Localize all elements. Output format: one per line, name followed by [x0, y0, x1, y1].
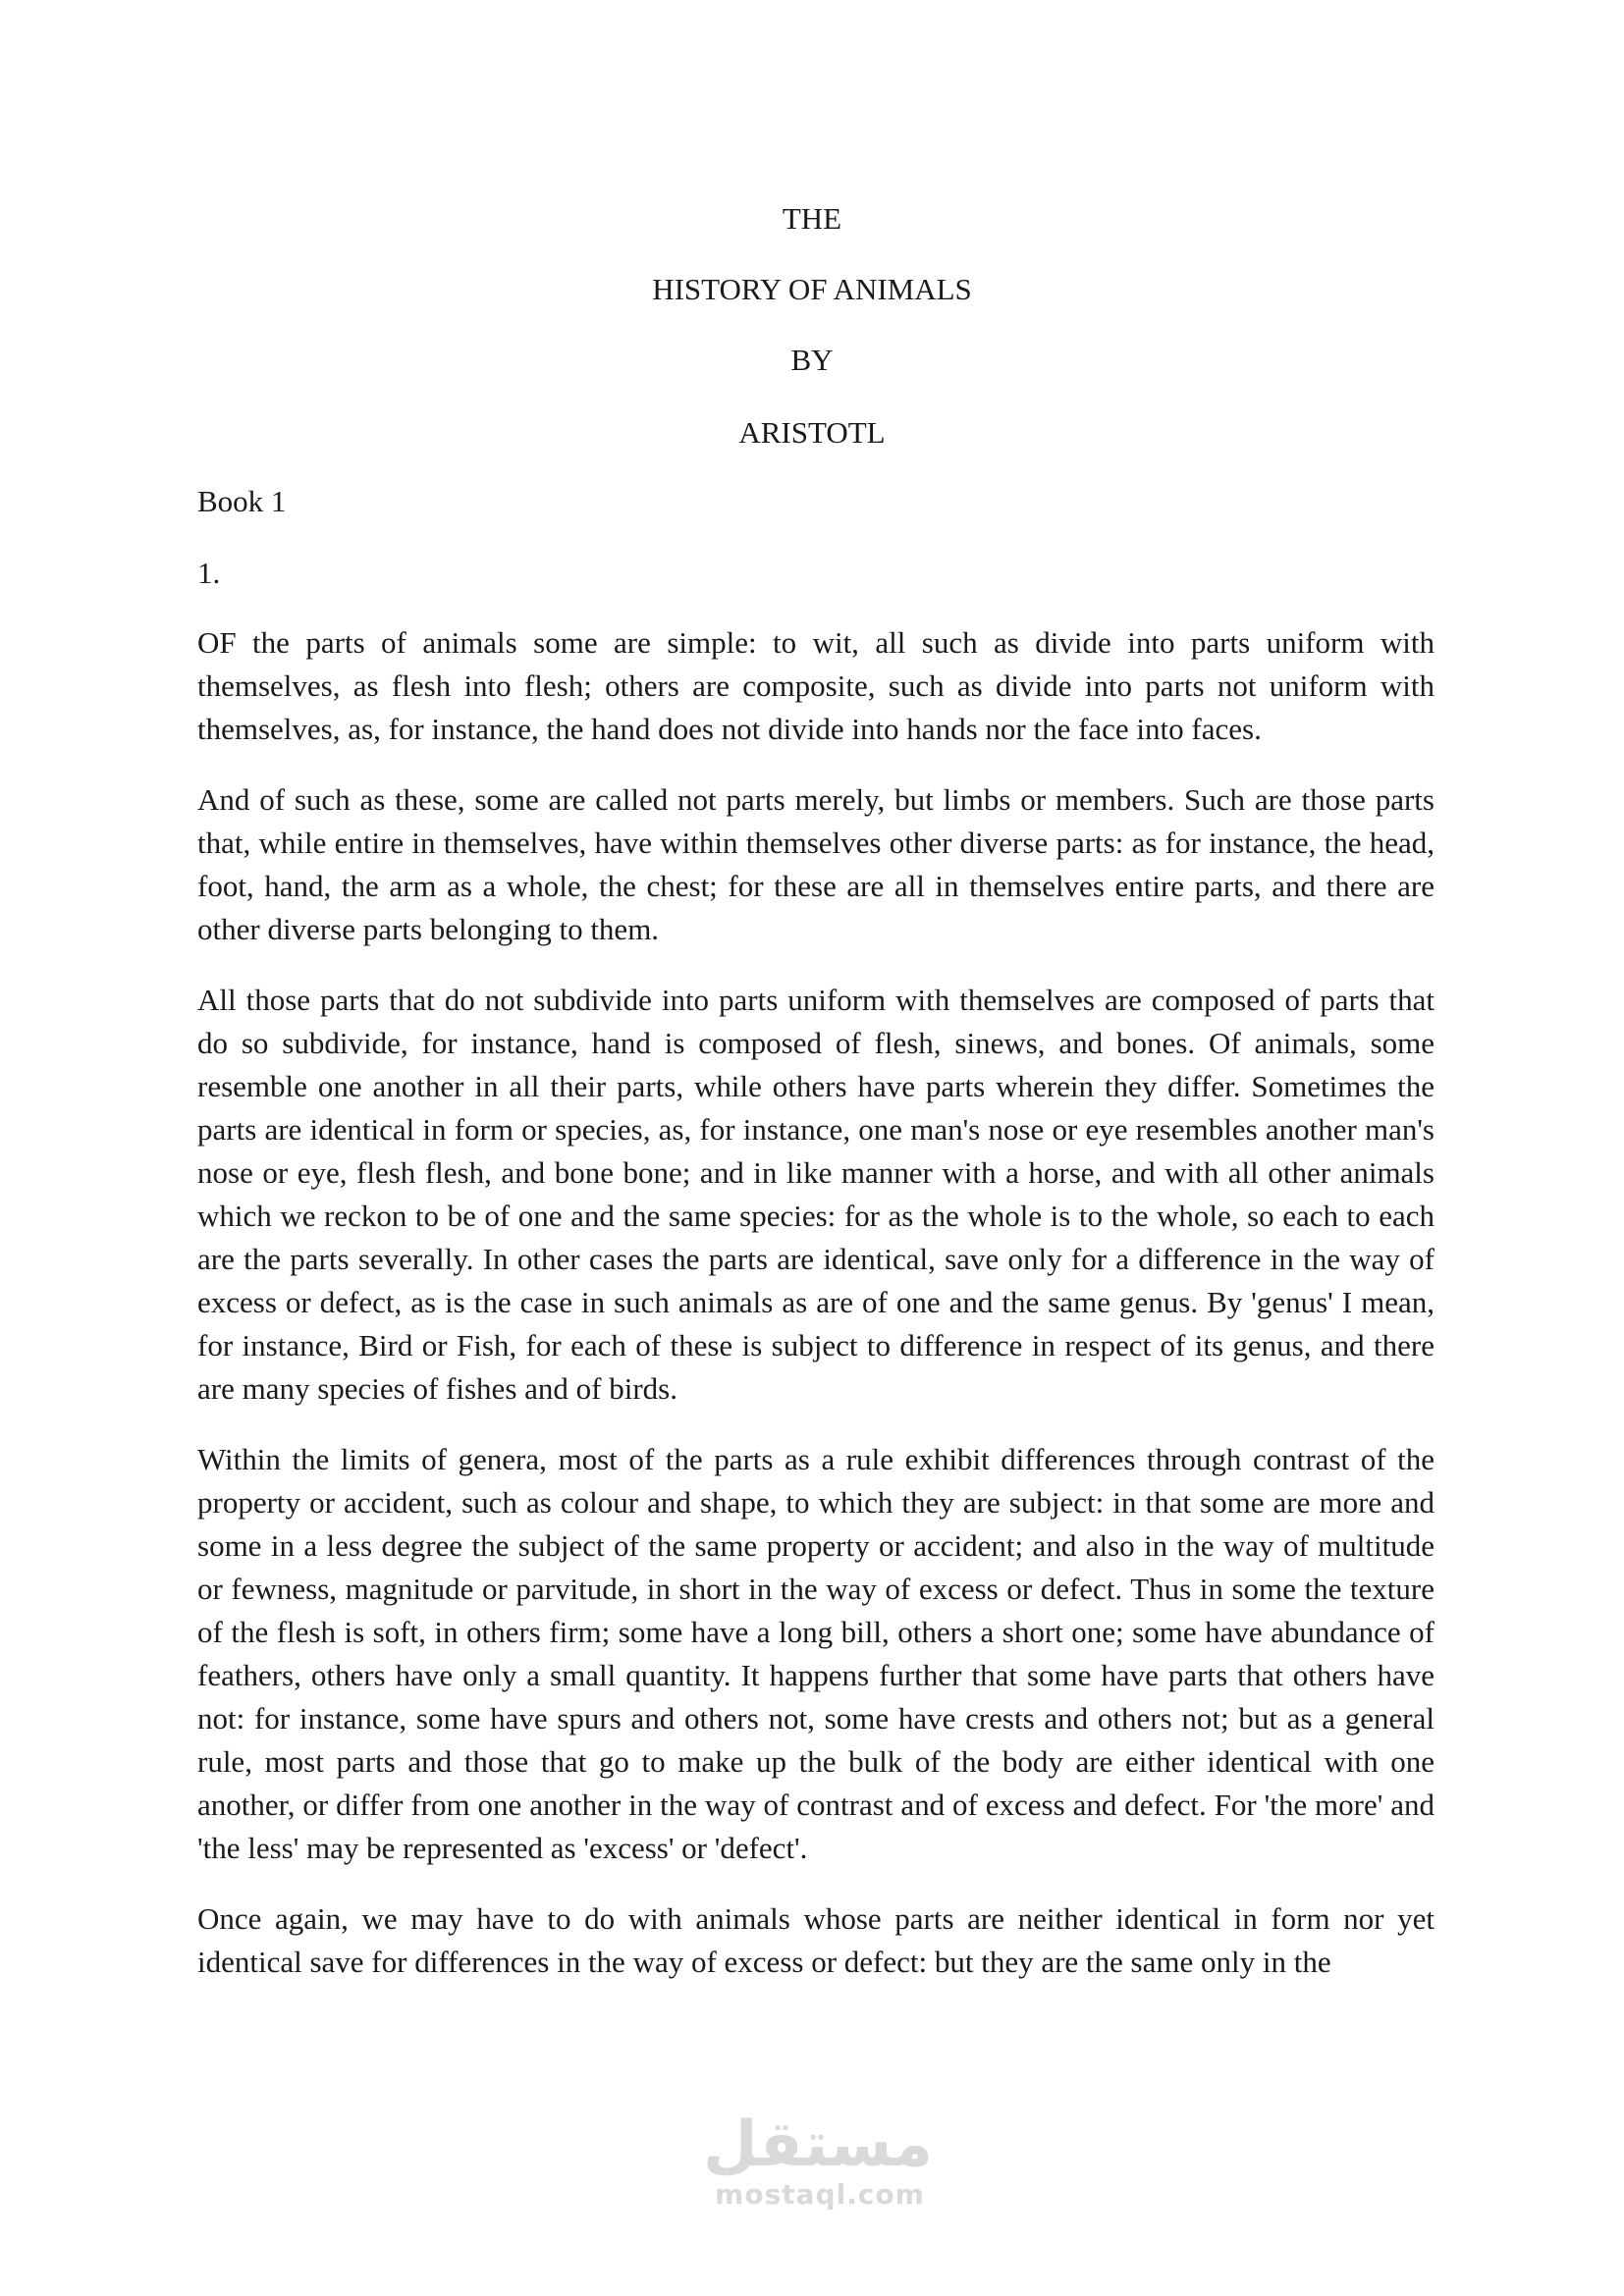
- section-number: 1.: [197, 556, 221, 590]
- title-by: BY: [790, 343, 834, 377]
- paragraph: Once again, we may have to do with animals whose parts are neither identical in form nor yet identical save for differences in the way of excess or defect: but they are the same only in the: [197, 1901, 1435, 1979]
- watermark-url: mostaql.com: [715, 2178, 925, 2211]
- book-label: Book 1: [197, 484, 287, 518]
- watermark: [702, 2109, 933, 2211]
- body-text: [197, 621, 1435, 2011]
- title-the: THE: [782, 201, 842, 236]
- title-author: ARISTOTL: [738, 415, 886, 450]
- paragraph: And of such as these, some are called not parts merely, but limbs or members. Such are those parts that, while entire in themselves, have within themselves other diverse parts: as for instance, the head, foot, hand, the arm as a whole, the chest; for these are all in themselves entire parts, and there are other diverse parts belonging to them.: [197, 782, 1435, 946]
- paragraph: All those parts that do not subdivide into parts uniform with themselves are composed of parts that do so subdivide, for instance, hand is composed of flesh, sinews, and bones. Of animals, some resemble one another in all their parts, while others have parts wherein they differ. Sometimes the parts are identical in form or species, as, for instance, one man's nose or eye resembles another man's nose or eye, flesh flesh, and bone bone; and in like manner with a horse, and with all other animals which we reckon to be of one and the same species: for as the whole is to the whole, so each to each are the parts severally. In other cases the parts are identical, save only for a difference in the way of excess or defect, as is the case in such animals as are of one and the same genus. By 'genus' I mean, for instance, Bird or Fish, for each of these is subject to difference in respect of its genus, and there are many species of fishes and of birds.: [197, 983, 1435, 1406]
- title-history-of-animals: HISTORY OF ANIMALS: [652, 272, 972, 306]
- paragraph: Within the limits of genera, most of the parts as a rule exhibit differences through contrast of the property or accident, such as colour and shape, to which they are subject: in that some are more and some in a less degree the subject of the same property or accident; and also in the way of multitude or fewness, magnitude or parvitude, in short in the way of excess or defect. Thus in some the texture of the flesh is soft, in others firm; some have a long bill, others a short one; some have abundance of feathers, others have only a small quantity. It happens further that some have parts that others have not: for instance, some have spurs and others not, some have crests and others not; but as a general rule, most parts and those that go to make up the bulk of the body are either identical with one another, or differ from one another in the way of contrast and of excess and defect. For 'the more' and 'the less' may be represented as 'excess' or 'defect'.: [197, 1442, 1435, 1865]
- watermark-logo: مستقل: [702, 2109, 933, 2181]
- paragraph: OF the parts of animals some are simple: to wit, all such as divide into parts uniform with themselves, as flesh into flesh; others are composite, such as divide into parts not uniform with themselves, as, for instance, the hand does not divide into hands nor the face into faces.: [197, 625, 1435, 746]
